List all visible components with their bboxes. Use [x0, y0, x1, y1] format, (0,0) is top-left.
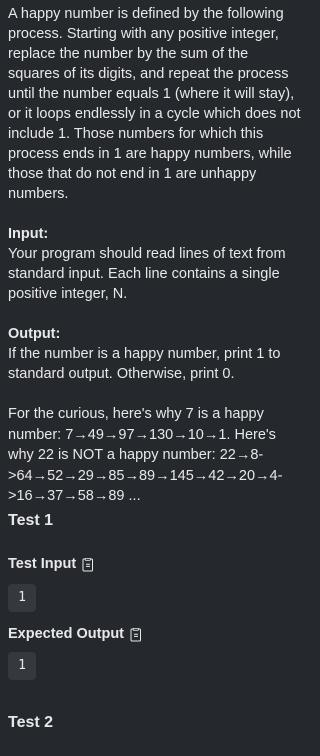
output-heading: Output: [8, 326, 61, 342]
expected-output-label: Expected Output [8, 626, 125, 642]
test-input-heading [8, 554, 303, 574]
test-case-1 [8, 511, 303, 680]
curious-example: For the curious, here's why 7 is a happy number: 7→49→97→130→10→1. Here's why 22 is NOT a happy number: 22→8->64→52→29→85→89→145→42→20→4->16→37→58→89 ... [8, 406, 283, 505]
expected-output-value: 1 [8, 652, 36, 680]
copy-icon[interactable] [130, 628, 142, 642]
input-description: Your program should read lines of text from standard input. Each line contains a single positive integer, N. [8, 246, 286, 302]
test-input-value: 1 [8, 584, 36, 612]
output-description: If the number is a happy number, print 1 to standard output. Otherwise, print 0. [8, 346, 281, 382]
problem-description: A happy number is defined by the following process. Starting with any positive integer, replace the number by the sum of the squares of its digits, and repeat the process until the number equals 1 (where it will stay), or it loops endlessly in a cycle which does not include 1. Those numbers for which this process ends in 1 are happy numbers, while those that do not end in 1 are unhappy numbers. [8, 6, 301, 202]
test-title: Test 2 [8, 714, 54, 731]
test-input-label: Test Input [8, 556, 77, 572]
expected-output-heading [8, 624, 303, 644]
test-title: Test 1 [8, 512, 54, 529]
copy-icon[interactable] [82, 558, 94, 572]
input-heading: Input: [8, 226, 49, 242]
